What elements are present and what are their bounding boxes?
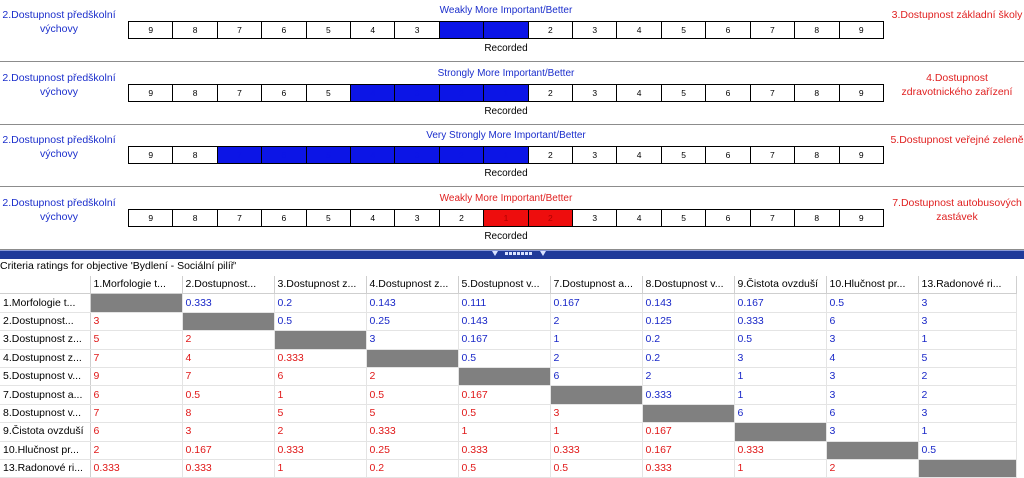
column-header[interactable]: 10.Hlučnost pr... (826, 276, 918, 294)
right-criterion-label: 3.Dostupnost základní školy (891, 9, 1023, 21)
row-separator (0, 61, 1024, 62)
comparison-heading: Strongly More Important/Better (437, 68, 575, 79)
rating-cell[interactable]: 0.5 (826, 294, 918, 312)
intensity-scale (128, 146, 884, 164)
scale-cell[interactable]: 4 (351, 85, 395, 101)
scale-cell[interactable]: 6 (262, 210, 306, 226)
scale-cell[interactable]: 7 (751, 210, 795, 226)
rating-cell[interactable]: 7 (90, 404, 182, 422)
scale-cell[interactable]: 6 (706, 210, 750, 226)
scale-cell[interactable]: 9 (858, 25, 864, 35)
table-row (0, 312, 1016, 330)
rating-cell[interactable]: 1 (918, 331, 1016, 349)
rating-cell[interactable]: 1 (734, 386, 826, 404)
scale-cell[interactable]: 2 (440, 210, 484, 226)
rating-cell[interactable]: 0.5 (458, 459, 550, 477)
scale-cell[interactable]: 7 (218, 85, 262, 101)
rating-cell[interactable]: 0.5 (734, 331, 826, 349)
rating-cell[interactable]: 0.5 (182, 386, 274, 404)
scale-cell[interactable]: 6 (262, 147, 306, 163)
scale-cell[interactable]: 8 (795, 85, 839, 101)
scale-cell[interactable]: 9 (858, 88, 864, 98)
scale-cell[interactable]: 3 (573, 22, 617, 38)
scale-cell[interactable]: 8 (173, 85, 217, 101)
rating-cell[interactable]: 3 (366, 331, 458, 349)
rating-cell[interactable]: 0.167 (642, 441, 734, 459)
rating-cell[interactable]: 3 (918, 312, 1016, 330)
rating-cell[interactable]: 0.5 (918, 441, 1016, 459)
rating-cell[interactable]: 5 (918, 349, 1016, 367)
splitter-grip-icon[interactable] (505, 252, 535, 256)
rating-cell[interactable]: 6 (90, 423, 182, 441)
scale-cell[interactable]: 2 (529, 85, 573, 101)
rating-cell[interactable]: 0.333 (734, 441, 826, 459)
rating-cell[interactable]: 0.143 (642, 294, 734, 312)
column-header[interactable]: 1.Morfologie t... (90, 276, 182, 294)
rating-cell[interactable]: 6 (734, 404, 826, 422)
rating-cell[interactable]: 3 (826, 423, 918, 441)
scale-cell[interactable]: 8 (173, 147, 217, 163)
row-header[interactable]: 3.Dostupnost z... (0, 331, 90, 349)
rating-cell[interactable]: 0.167 (458, 386, 550, 404)
scale-cell[interactable]: 3 (395, 22, 439, 38)
column-header[interactable]: 5.Dostupnost v... (458, 276, 550, 294)
table-row (0, 349, 1016, 367)
diagonal-cell (826, 441, 918, 459)
rating-cell[interactable]: 2 (274, 423, 366, 441)
row-header[interactable]: 4.Dostupnost z... (0, 349, 90, 367)
table-row (0, 459, 1016, 477)
table-row (0, 367, 1016, 385)
column-header[interactable]: 8.Dostupnost v... (642, 276, 734, 294)
rating-cell[interactable]: 0.2 (642, 349, 734, 367)
scale-cell[interactable]: 3 (573, 85, 617, 101)
rating-cell[interactable]: 3 (734, 349, 826, 367)
scale-cell[interactable]: 5 (662, 210, 706, 226)
rating-cell[interactable]: 3 (550, 404, 642, 422)
recorded-status: Recorded (484, 106, 528, 117)
rating-cell[interactable]: 1 (550, 423, 642, 441)
scale-cell[interactable]: 2 (529, 147, 573, 163)
rating-cell[interactable]: 0.5 (458, 404, 550, 422)
row-header[interactable]: 2.Dostupnost... (0, 312, 90, 330)
rating-cell[interactable]: 3 (826, 331, 918, 349)
column-header[interactable]: 3.Dostupnost z... (274, 276, 366, 294)
scale-cell[interactable]: 7 (218, 22, 262, 38)
rating-cell[interactable]: 1 (274, 459, 366, 477)
scale-cell[interactable]: 4 (617, 210, 661, 226)
recorded-status: Recorded (484, 168, 528, 179)
comparison-heading: Weakly More Important/Better (439, 193, 573, 204)
rating-cell[interactable]: 0.5 (274, 312, 366, 330)
scale-cell[interactable]: 9 (129, 85, 173, 101)
grid-corner-cell (0, 276, 90, 294)
column-header[interactable]: 9.Čistota ovzduší (734, 276, 826, 294)
recorded-status: Recorded (484, 43, 528, 54)
rating-cell[interactable]: 0.333 (366, 423, 458, 441)
comparison-heading: Weakly More Important/Better (439, 5, 573, 16)
rating-cell[interactable]: 0.167 (642, 423, 734, 441)
scale-cell[interactable]: 2 (529, 22, 573, 38)
scale-cell[interactable]: 1 (484, 210, 528, 226)
intensity-scale (128, 21, 884, 39)
rating-cell[interactable]: 0.333 (182, 459, 274, 477)
scale-cell[interactable]: 4 (351, 210, 395, 226)
recorded-status: Recorded (484, 231, 528, 242)
table-row (0, 404, 1016, 422)
scale-cell[interactable]: 1 (484, 147, 528, 163)
scale-cell[interactable]: 4 (617, 85, 661, 101)
splitter-down-arrow-icon[interactable] (540, 251, 546, 256)
scale-cell[interactable]: 3 (395, 210, 439, 226)
scale-cell[interactable]: 4 (351, 22, 395, 38)
rating-cell[interactable]: 1 (918, 423, 1016, 441)
rating-cell[interactable]: 0.125 (642, 312, 734, 330)
row-separator (0, 186, 1024, 187)
rating-cell[interactable]: 0.5 (550, 459, 642, 477)
rating-cell[interactable]: 6 (826, 312, 918, 330)
row-header[interactable]: 9.Čistota ovzduší (0, 423, 90, 441)
scale-cell[interactable]: 5 (662, 147, 706, 163)
comparison-row (0, 0, 1024, 62)
scale-cell[interactable]: 6 (262, 85, 306, 101)
right-criterion-label: 5.Dostupnost veřejné zeleně (890, 134, 1024, 146)
row-header[interactable]: 5.Dostupnost v... (0, 367, 90, 385)
table-row (0, 331, 1016, 349)
rating-cell[interactable]: 0.333 (642, 459, 734, 477)
left-criterion-label: 2.Dostupnost předškolní výchovy (2, 72, 116, 98)
left-criterion-label: 2.Dostupnost předškolní výchovy (2, 134, 116, 160)
rating-cell[interactable]: 2 (182, 331, 274, 349)
scale-cell[interactable]: 7 (751, 22, 795, 38)
diagonal-cell (642, 404, 734, 422)
right-criterion-label: 4.Dostupnost zdravotnického zařízení (901, 72, 1013, 98)
scale-cell[interactable]: 8 (795, 210, 839, 226)
rating-cell[interactable]: 0.5 (366, 386, 458, 404)
scale-cell[interactable]: 5 (307, 22, 351, 38)
scale-cell[interactable]: 9 (129, 22, 173, 38)
rating-cell[interactable]: 0.25 (366, 312, 458, 330)
scale-cell[interactable]: 1 (484, 22, 528, 38)
rating-cell[interactable]: 0.143 (366, 294, 458, 312)
rating-cell[interactable]: 4 (826, 349, 918, 367)
column-header[interactable]: 13.Radonové ri... (918, 276, 1016, 294)
rating-cell[interactable]: 2 (90, 441, 182, 459)
row-header[interactable]: 7.Dostupnost a... (0, 386, 90, 404)
rating-cell[interactable]: 0.167 (458, 331, 550, 349)
scale-cell[interactable]: 5 (307, 210, 351, 226)
rating-cell[interactable]: 4 (182, 349, 274, 367)
scale-cell[interactable]: 9 (858, 213, 864, 223)
scale-cell[interactable]: 4 (617, 22, 661, 38)
rating-cell[interactable]: 0.167 (550, 294, 642, 312)
rating-cell[interactable]: 7 (90, 349, 182, 367)
row-header[interactable]: 10.Hlučnost pr... (0, 441, 90, 459)
column-header[interactable]: 2.Dostupnost... (182, 276, 274, 294)
diagonal-cell (734, 423, 826, 441)
rating-cell[interactable]: 0.111 (458, 294, 550, 312)
splitter-up-arrow-icon[interactable] (492, 251, 498, 256)
scale-cell[interactable]: 5 (662, 22, 706, 38)
rating-cell[interactable]: 8 (182, 404, 274, 422)
scale-cell[interactable]: 8 (795, 22, 839, 38)
scale-cell[interactable]: 9 (129, 210, 173, 226)
grid-title: Criteria ratings for objective 'Bydlení - Sociální pilíř' (0, 260, 237, 272)
rating-cell[interactable]: 1 (274, 386, 366, 404)
comparison-row (0, 63, 1024, 125)
scale-cell[interactable]: 8 (173, 210, 217, 226)
table-row (0, 423, 1016, 441)
grid-header-row (0, 276, 1016, 294)
left-criterion-label: 2.Dostupnost předškolní výchovy (2, 9, 116, 35)
rating-cell[interactable]: 0.25 (366, 441, 458, 459)
row-header[interactable]: 13.Radonové ri... (0, 459, 90, 477)
diagonal-cell (90, 294, 182, 312)
scale-cell[interactable]: 5 (662, 85, 706, 101)
scale-cell[interactable]: 3 (573, 147, 617, 163)
scale-cell[interactable]: 3 (573, 210, 617, 226)
rating-cell[interactable]: 0.333 (458, 441, 550, 459)
rating-cell[interactable]: 0.333 (274, 441, 366, 459)
scale-cell[interactable]: 7 (218, 147, 262, 163)
rating-cell[interactable]: 0.333 (642, 386, 734, 404)
rating-cell[interactable]: 9 (90, 367, 182, 385)
column-header[interactable]: 7.Dostupnost a... (550, 276, 642, 294)
comparison-row (0, 125, 1024, 187)
comparison-heading: Very Strongly More Important/Better (426, 130, 586, 141)
rating-cell[interactable]: 0.5 (458, 349, 550, 367)
column-header[interactable]: 4.Dostupnost z... (366, 276, 458, 294)
scale-cell[interactable]: 7 (751, 85, 795, 101)
rating-cell[interactable]: 6 (274, 367, 366, 385)
rating-cell[interactable]: 2 (642, 367, 734, 385)
rating-cell[interactable]: 3 (826, 367, 918, 385)
scale-cell[interactable]: 2 (529, 210, 573, 226)
scale-cell[interactable]: 6 (706, 85, 750, 101)
rating-cell[interactable]: 3 (918, 404, 1016, 422)
scale-cell[interactable]: 5 (307, 85, 351, 101)
rating-cell[interactable]: 0.167 (734, 294, 826, 312)
scale-cell[interactable]: 8 (173, 22, 217, 38)
rating-cell[interactable]: 2 (918, 386, 1016, 404)
rating-cell[interactable]: 2 (366, 367, 458, 385)
rating-cell[interactable]: 0.2 (274, 294, 366, 312)
rating-cell[interactable]: 0.333 (550, 441, 642, 459)
scale-cell[interactable]: 8 (795, 147, 839, 163)
rating-cell[interactable]: 5 (90, 331, 182, 349)
scale-cell[interactable]: 2 (440, 147, 484, 163)
rating-cell[interactable]: 2 (550, 312, 642, 330)
rating-cell[interactable]: 6 (550, 367, 642, 385)
scale-cell[interactable]: 6 (706, 22, 750, 38)
rating-cell[interactable]: 3 (90, 312, 182, 330)
diagonal-cell (182, 312, 274, 330)
rating-cell[interactable]: 1 (458, 423, 550, 441)
diagonal-cell (458, 367, 550, 385)
rating-cell[interactable]: 0.333 (274, 349, 366, 367)
scale-cell[interactable]: 2 (440, 85, 484, 101)
rating-cell[interactable]: 0.2 (366, 459, 458, 477)
scale-cell[interactable]: 6 (706, 147, 750, 163)
left-criterion-label: 2.Dostupnost předškolní výchovy (2, 197, 116, 223)
comparison-row (0, 188, 1024, 250)
scale-cell[interactable]: 1 (484, 85, 528, 101)
rating-cell[interactable]: 0.2 (642, 331, 734, 349)
rating-cell[interactable]: 0.143 (458, 312, 550, 330)
row-header[interactable]: 1.Morfologie t... (0, 294, 90, 312)
rating-cell[interactable]: 0.333 (90, 459, 182, 477)
diagonal-cell (918, 459, 1016, 477)
rating-cell[interactable]: 1 (550, 331, 642, 349)
rating-cell[interactable]: 7 (182, 367, 274, 385)
rating-cell[interactable]: 0.333 (734, 312, 826, 330)
scale-cell[interactable]: 9 (858, 150, 864, 160)
rating-cell[interactable]: 3 (918, 294, 1016, 312)
rating-cell[interactable]: 0.167 (182, 441, 274, 459)
table-row (0, 386, 1016, 404)
row-header[interactable]: 8.Dostupnost v... (0, 404, 90, 422)
right-criterion-label: 7.Dostupnost autobusových zastávek (892, 197, 1022, 223)
rating-cell[interactable]: 6 (826, 404, 918, 422)
scale-cell[interactable]: 3 (395, 85, 439, 101)
scale-cell[interactable]: 2 (440, 22, 484, 38)
diagonal-cell (550, 386, 642, 404)
rating-cell[interactable]: 2 (550, 349, 642, 367)
scale-cell[interactable]: 4 (351, 147, 395, 163)
intensity-scale (128, 209, 884, 227)
scale-cell[interactable]: 7 (218, 210, 262, 226)
table-row (0, 441, 1016, 459)
scale-cell[interactable]: 3 (395, 147, 439, 163)
scale-cell[interactable]: 6 (262, 22, 306, 38)
table-row (0, 294, 1016, 312)
rating-cell[interactable]: 3 (182, 423, 274, 441)
rating-cell[interactable]: 6 (90, 386, 182, 404)
rating-cell[interactable]: 5 (274, 404, 366, 422)
diagonal-cell (274, 331, 366, 349)
rating-cell[interactable]: 5 (366, 404, 458, 422)
scale-cell[interactable]: 9 (129, 147, 173, 163)
rating-cell[interactable]: 3 (826, 386, 918, 404)
rating-cell[interactable]: 1 (734, 459, 826, 477)
diagonal-cell (366, 349, 458, 367)
intensity-scale (128, 84, 884, 102)
rating-cell[interactable]: 0.333 (182, 294, 274, 312)
rating-cell[interactable]: 2 (826, 459, 918, 477)
criteria-ratings-grid (0, 276, 1017, 478)
rating-cell[interactable]: 2 (918, 367, 1016, 385)
scale-cell[interactable]: 4 (617, 147, 661, 163)
scale-cell[interactable]: 5 (307, 147, 351, 163)
rating-cell[interactable]: 1 (734, 367, 826, 385)
scale-cell[interactable]: 7 (751, 147, 795, 163)
